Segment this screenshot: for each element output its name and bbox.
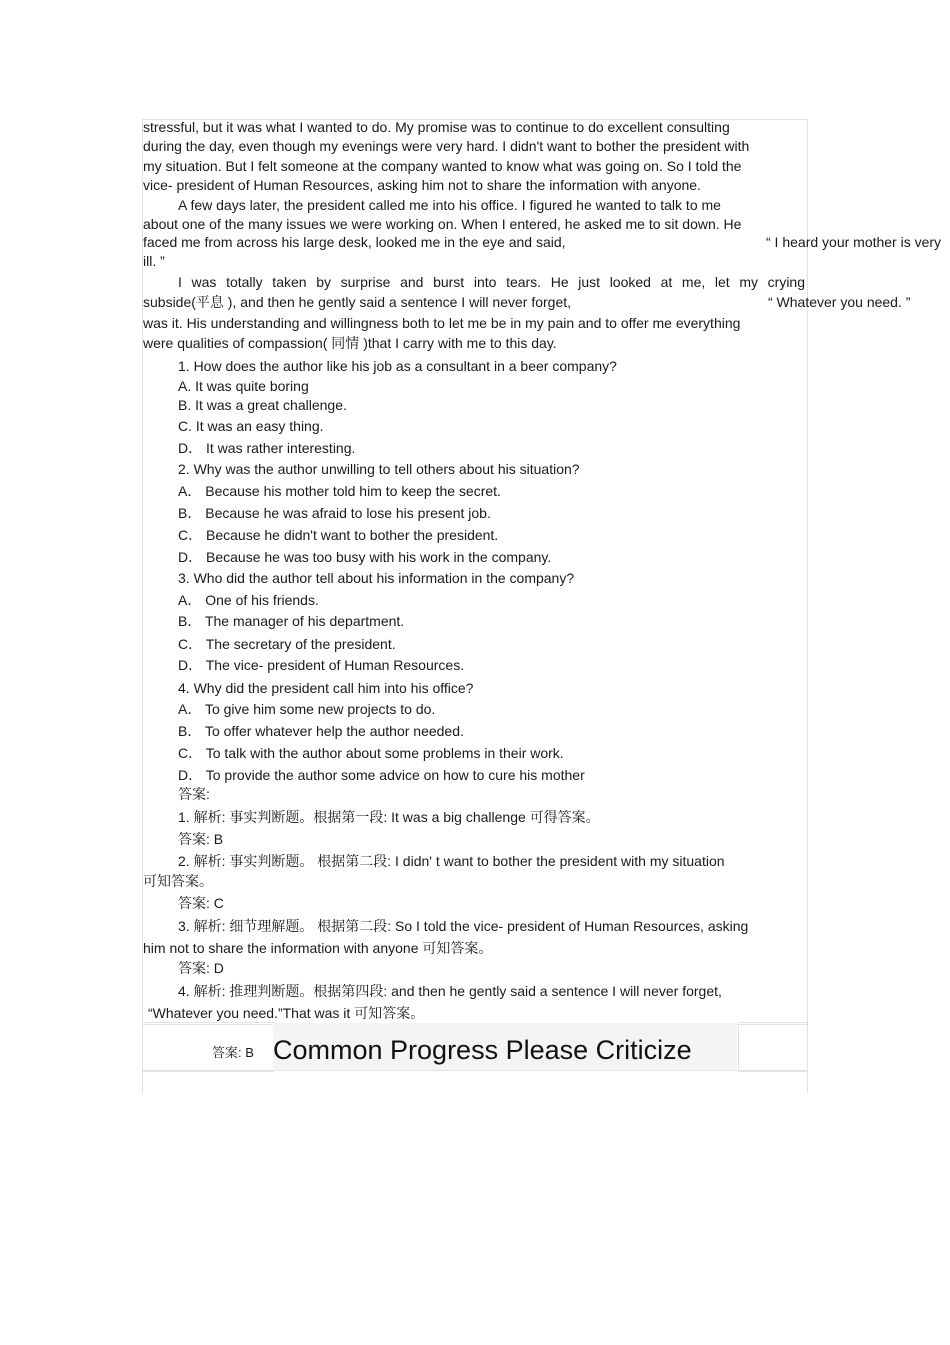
answer-analysis: 4. 解析: 推理判断题。根据第四段: and then he gently said a sentence I will never forget, [178,983,722,999]
passage-quote: “ Whatever you need. ” [768,294,911,310]
question-option: A． Because his mother told him to keep the secret. [178,483,501,499]
question-stem: 3. Who did the author tell about his information in the company? [178,570,575,586]
question-option: C． The secretary of the president. [178,636,396,652]
answer-analysis: 3. 解析: 细节理解题。 根据第二段: So I told the vice- president of Human Resources, asking [178,918,749,934]
passage-line: during the day, even though my evenings were very hard. I didn't want to bother the president with [143,138,750,154]
page-frame-bottom [142,1070,808,1093]
passage-line: was it. His understanding and willingness both to let me be in my pain and to offer me everything [143,315,741,331]
question-option: C． Because he didn't want to bother the president. [178,527,499,543]
passage-line: vice- president of Human Resources, asking him not to share the information with anyone. [143,177,701,193]
passage-line: stressful, but it was what I wanted to do. My promise was to continue to do excellent consulting [143,119,730,135]
passage-line: about one of the many issues we were working on. When I entered, he asked me to sit down. He [143,216,742,232]
footer-title: Common Progress Please Criticize [273,1035,692,1065]
question-option: C． To talk with the author about some problems in their work. [178,745,564,761]
footer-right-cell [738,1022,808,1072]
question-option: D． Because he was too busy with his work in the company. [178,549,552,565]
question-stem: 2. Why was the author unwilling to tell others about his situation? [178,461,580,477]
answer-analysis-cont: “Whatever you need.”That was it 可知答案。 [148,1005,425,1021]
question-option: B． Because he was afraid to lose his present job. [178,505,491,521]
question-option: A． To give him some new projects to do. [178,701,436,717]
answer-key: 答案: D [178,960,224,976]
passage-line: my situation. But I felt someone at the company wanted to know what was going on. So I told the [143,158,742,174]
question-option: B． To offer whatever help the author needed. [178,723,464,739]
question-option: D． The vice- president of Human Resources. [178,657,465,673]
answers-heading: 答案: [178,786,210,802]
question-option: B. It was a great challenge. [178,397,347,413]
question-option: A. It was quite boring [178,378,309,394]
answer-key: 答案: B [212,1045,254,1060]
passage-quote: “ I heard your mother is very [766,234,942,250]
question-option: A． One of his friends. [178,592,319,608]
footer-left-cell [142,1022,274,1072]
question-option: B． The manager of his department. [178,613,405,629]
answer-analysis-cont: him not to share the information with anyone 可知答案。 [143,940,493,956]
answer-key: 答案: B [178,831,224,847]
question-option: D． It was rather interesting. [178,440,356,456]
answer-key: 答案: C [178,895,224,911]
question-stem: 1. How does the author like his job as a consultant in a beer company? [178,358,617,374]
question-option: C. It was an easy thing. [178,418,324,434]
question-option: D． To provide the author some advice on how to cure his mother [178,767,585,783]
passage-line: A few days later, the president called me into his office. I figured he wanted to talk to me [178,197,721,213]
passage-line: subside(平息 ), and then he gently said a sentence I will never forget, [143,294,572,310]
answer-analysis-cont: 可知答案。 [143,873,213,889]
passage-line: I was totally taken by surprise and burst into tears. He just looked at me, let my crying [178,274,805,290]
passage-line: were qualities of compassion( 同情 )that I carry with me to this day. [143,335,557,351]
passage-line: faced me from across his large desk, looked me in the eye and said, [143,234,566,250]
answer-analysis: 2. 解析: 事实判断题。 根据第二段: I didn' t want to bother the president with my situation [178,853,725,869]
answer-analysis: 1. 解析: 事实判断题。根据第一段: It was a big challenge 可得答案。 [178,809,600,825]
question-stem: 4. Why did the president call him into his office? [178,680,474,696]
passage-line: ill. ” [143,253,165,269]
